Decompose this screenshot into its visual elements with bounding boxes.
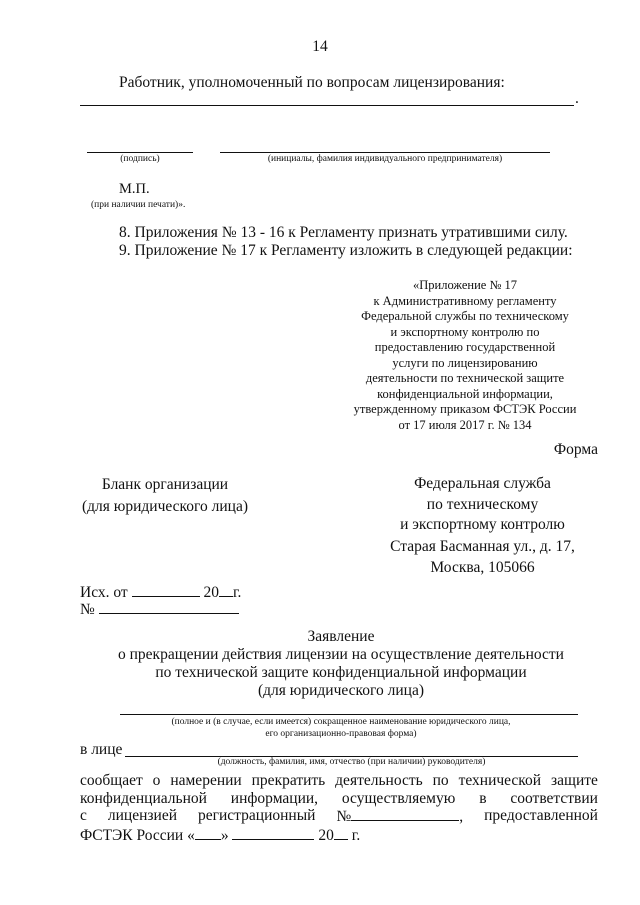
body-word: информации, — [230, 789, 319, 807]
org-blank — [70, 474, 260, 518]
body-word: защите — [551, 772, 598, 789]
appendix-line: конфиденциальной информации, — [377, 386, 553, 401]
initials-caption: (инициалы, фамилия индивидуального предпринимателя) — [267, 154, 503, 164]
signature-line — [87, 152, 193, 153]
period-mark: . — [575, 90, 579, 107]
body-word: лицензией — [107, 807, 177, 824]
licensing-worker-label: Работник, уполномоченный по вопросам лицензирования: — [119, 74, 505, 91]
appendix-line: от 17 июля 2017 г. № 134 — [398, 417, 532, 432]
body-word: прекратить — [251, 772, 326, 789]
issue-day-field[interactable] — [195, 826, 221, 840]
issue-month-field[interactable] — [232, 826, 314, 840]
form-label: Форма — [553, 441, 598, 458]
outgoing-number-row — [80, 600, 239, 619]
outgoing-year-field[interactable] — [219, 583, 233, 597]
body-word: 20 — [318, 826, 334, 844]
body-word: , — [459, 808, 464, 825]
address-line: Старая Басманная ул., д. 17, — [390, 538, 575, 555]
statement-title-line: о прекращении действия лицензии на осуществление деятельности — [118, 646, 564, 663]
addressee-line: по техническому — [426, 495, 539, 513]
body-word: по — [432, 772, 449, 789]
worker-name-line — [80, 105, 574, 106]
addressee-line: и экспортному контролю — [400, 516, 565, 533]
address-line: Москва, 105066 — [430, 558, 535, 576]
body-word: о — [152, 772, 161, 789]
appendix-line: Федеральной службы по техническому — [361, 309, 569, 323]
body-word: с — [80, 807, 87, 824]
body-word: г. — [351, 826, 361, 844]
org-name-caption — [80, 716, 602, 740]
statement-title — [80, 628, 602, 700]
outgoing-number-label: № — [80, 601, 95, 618]
outgoing-ref-label: Исх. от — [80, 584, 128, 601]
appendix-line: утвержденному приказом ФСТЭК России — [353, 402, 577, 416]
org-name-caption-line: его организационно-правовая форма) — [265, 729, 417, 739]
org-blank-line: (для юридического лица) — [82, 498, 248, 515]
initials-line — [220, 152, 550, 153]
address — [375, 537, 590, 578]
appendix-line: «Приложение № 17 — [412, 278, 518, 292]
page-number: 14 — [312, 38, 328, 55]
outgoing-date-field[interactable] — [132, 583, 200, 597]
body-word: № — [336, 808, 352, 825]
appendix-line: к Административному регламенту — [373, 293, 557, 308]
body-word: предоставленной — [484, 807, 598, 824]
seal-place-label: М.П. — [119, 181, 150, 197]
license-number-field[interactable] — [351, 807, 459, 821]
seal-note: (при наличии печати)». — [91, 200, 186, 210]
body-line-2 — [80, 790, 598, 808]
appendix-line: предоставлению государственной — [374, 340, 556, 354]
body-word: в — [479, 789, 487, 807]
representative-caption: (должность, фамилия, имя, отчество (при наличии) руководителя) — [217, 757, 486, 767]
body-word: деятельность — [335, 772, 423, 789]
item-9: 9. Приложение № 17 к Регламенту изложить в следующей редакции: — [119, 242, 573, 259]
signature-caption: (подпись) — [120, 154, 160, 164]
body-line-1 — [80, 772, 598, 790]
org-blank-line: Бланк организации — [101, 476, 229, 493]
body-word: соответствии — [510, 789, 598, 807]
body-line-4 — [80, 826, 598, 845]
statement-title-line: (для юридического лица) — [258, 682, 424, 699]
body-word: ФСТЭК России « — [80, 826, 195, 844]
org-name-caption-line: (полное и (в случае, если имеется) сокращенное наименование юридического лица, — [171, 717, 511, 727]
license-number-group — [336, 807, 463, 826]
body-line-3 — [80, 807, 598, 826]
outgoing-year-suffix: г. — [232, 584, 242, 601]
outgoing-year-prefix: 20 — [203, 584, 219, 601]
body-word: регистрационный — [198, 807, 316, 824]
statement-title-line: по технической защите конфиденциальной информации — [155, 664, 527, 681]
body-word: намерении — [170, 772, 242, 789]
appendix-line: деятельности по технической защите — [365, 371, 565, 385]
statement-body — [80, 772, 598, 844]
org-name-line[interactable] — [120, 714, 578, 715]
outgoing-number-field[interactable] — [99, 600, 239, 614]
appendix-line: и экспортному контролю по — [390, 324, 540, 339]
body-word: осуществляемую — [341, 789, 456, 807]
body-word: » — [220, 826, 229, 844]
statement-title-line: Заявление — [307, 628, 375, 645]
addressee — [375, 474, 590, 536]
item-8: 8. Приложения № 13 - 16 к Регламенту признать утратившими силу. — [119, 224, 568, 241]
issue-year-field[interactable] — [334, 826, 348, 840]
appendix-line: услуги по лицензированию — [392, 355, 538, 370]
appendix-header — [340, 278, 590, 433]
addressee-line: Федеральная служба — [414, 475, 551, 492]
represented-by-label: в лице — [80, 741, 123, 758]
body-word: сообщает — [80, 772, 143, 789]
body-word: технической — [458, 772, 542, 789]
body-word: конфиденциальной — [80, 789, 207, 807]
